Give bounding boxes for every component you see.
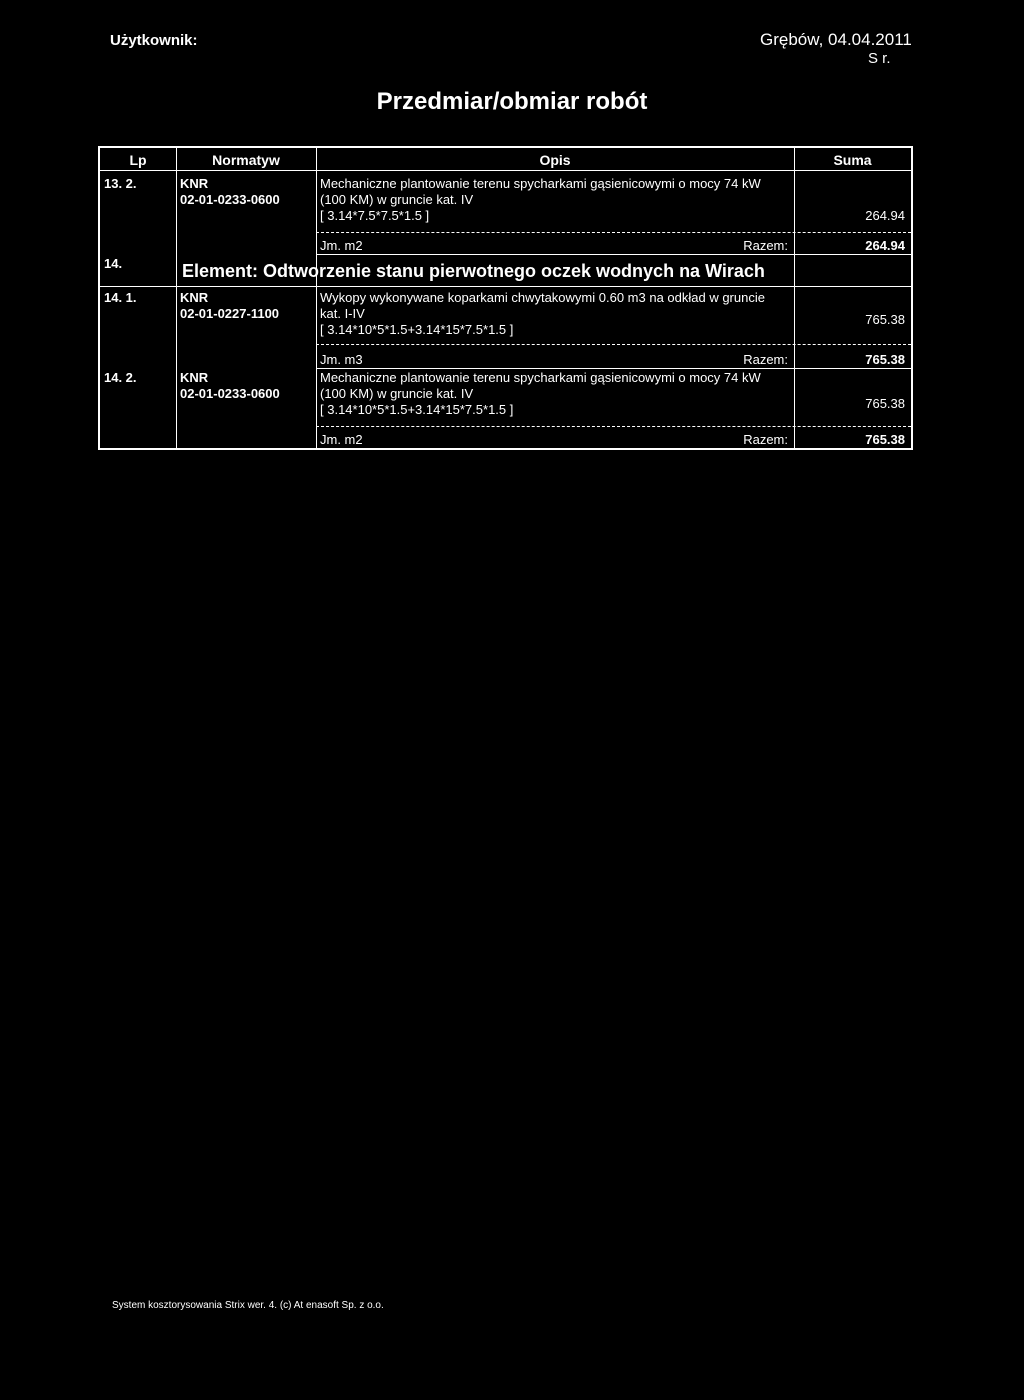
row-razem-value: 765.38 [865, 352, 905, 367]
row-norm-a: KNR [180, 176, 209, 191]
col-divider-normatyw [316, 148, 317, 448]
element-divider [100, 286, 911, 287]
row-desc-1: Mechaniczne plantowanie terenu spycharkami gąsienicowymi o mocy 74 kW [320, 176, 761, 191]
row-divider [316, 254, 911, 255]
col-header-opis: Opis [539, 152, 571, 168]
footer-text: System kosztorysowania Strix wer. 4. (c) At enasoft Sp. z o.o. [112, 1300, 384, 1311]
row-formula: [ 3.14*7.5*7.5*1.5 ] [320, 208, 430, 223]
row-unit: Jm. m3 [320, 352, 363, 367]
place-date: Grębów, 04.04.2011 [760, 30, 912, 49]
row-lp: 14. 2. [104, 370, 137, 385]
row-unit: Jm. m2 [320, 432, 363, 447]
row-norm-b: 02-01-0233-0600 [180, 192, 280, 207]
sr-label: S r. [868, 50, 891, 67]
col-header-lp: Lp [129, 152, 147, 168]
row-value: 765.38 [865, 312, 905, 327]
col-divider-lp [176, 148, 177, 448]
row-value: 264.94 [865, 208, 905, 223]
row-desc-2: kat. I-IV [320, 306, 365, 321]
row-divider [316, 368, 911, 369]
row-desc-1: Mechaniczne plantowanie terenu spycharkami gąsienicowymi o mocy 74 kW [320, 370, 761, 385]
page-title: Przedmiar/obmiar robót [376, 88, 648, 115]
row-dash-line [316, 344, 911, 345]
row-dash-line [316, 426, 911, 427]
row-norm-a: KNR [180, 290, 209, 305]
row-razem-label: Razem: [743, 352, 788, 367]
header-divider [100, 170, 911, 171]
row-norm-b: 02-01-0233-0600 [180, 386, 280, 401]
row-lp: 14. 1. [104, 290, 137, 305]
row-lp: 13. 2. [104, 176, 137, 191]
col-header-normatyw: Normatyw [212, 152, 280, 168]
element-lp: 14. [104, 256, 123, 271]
row-razem-value: 765.38 [865, 432, 905, 447]
row-razem-label: Razem: [743, 432, 788, 447]
row-norm-a: KNR [180, 370, 209, 385]
row-formula: [ 3.14*10*5*1.5+3.14*15*7.5*1.5 ] [320, 402, 514, 417]
col-header-suma: Suma [833, 152, 872, 168]
row-desc-2: (100 KM) w gruncie kat. IV [320, 192, 474, 207]
row-desc-1: Wykopy wykonywane koparkami chwytakowymi 0.60 m3 na odkład w gruncie [320, 290, 765, 305]
row-desc-2: (100 KM) w gruncie kat. IV [320, 386, 474, 401]
measurement-table [98, 146, 913, 450]
element-title: Element: Odtworzenie stanu pierwotnego oczek wodnych na Wirach [182, 261, 765, 281]
row-formula: [ 3.14*10*5*1.5+3.14*15*7.5*1.5 ] [320, 322, 514, 337]
row-norm-b: 02-01-0227-1100 [180, 306, 280, 321]
user-label: Użytkownik: [110, 32, 198, 49]
row-razem-label: Razem: [743, 238, 788, 253]
row-razem-value: 264.94 [865, 238, 905, 253]
row-value: 765.38 [865, 396, 905, 411]
col-divider-opis [794, 148, 795, 448]
row-unit: Jm. m2 [320, 238, 363, 253]
row-dash-line [316, 232, 911, 233]
